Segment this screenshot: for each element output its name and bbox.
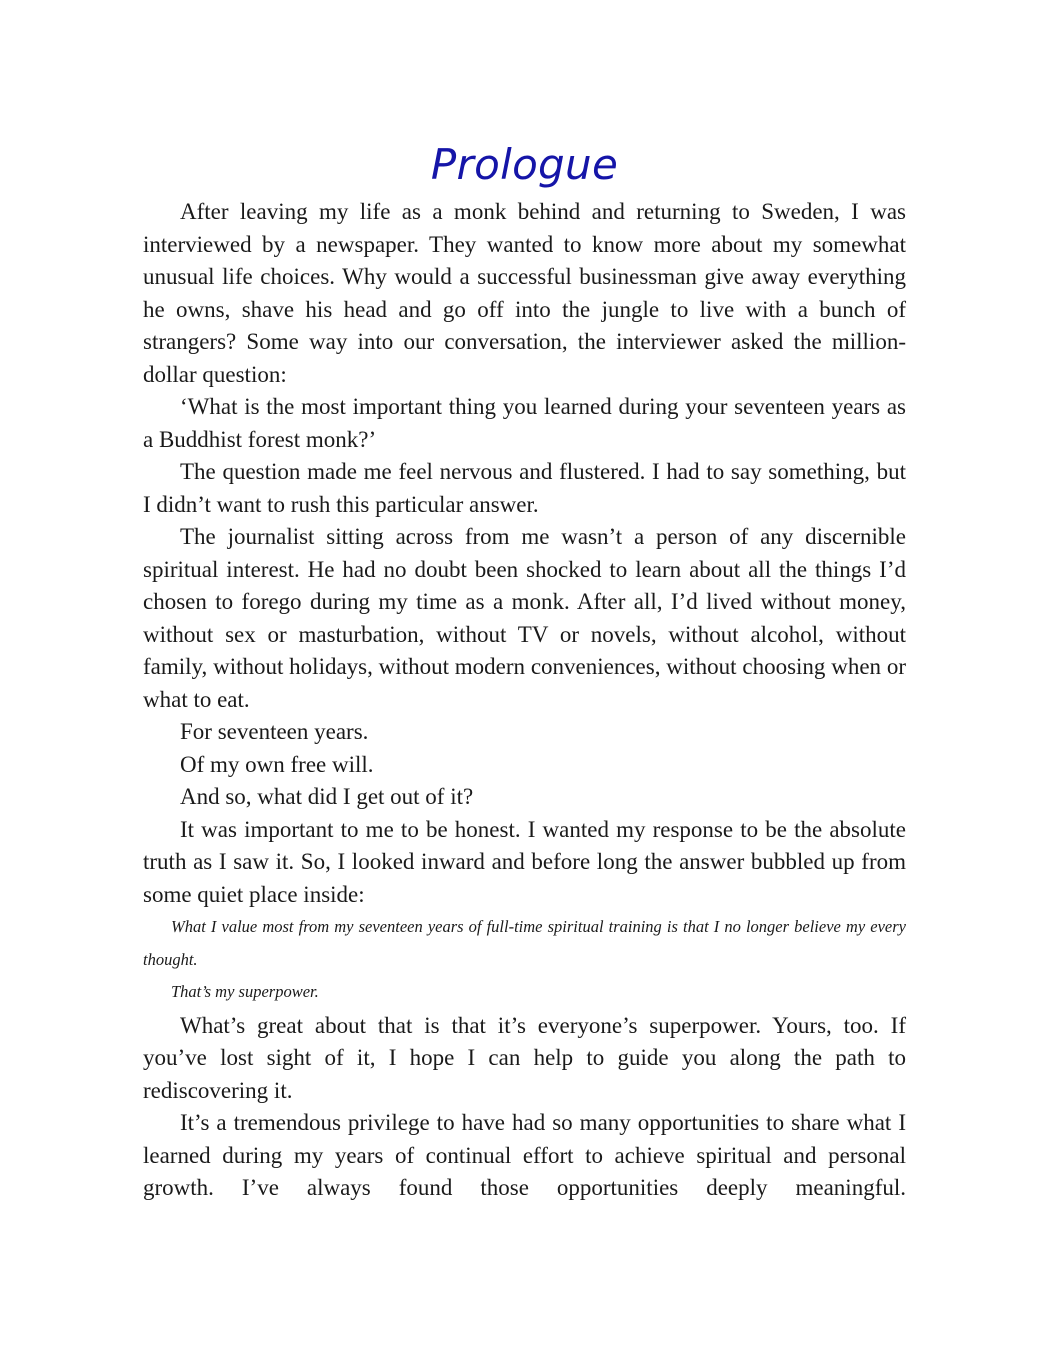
- paragraph-3: The question made me feel nervous and flustered. I had to say something, but I didn’t want to rush this particular answer.: [143, 459, 906, 517]
- paragraph-8: It was important to me to be honest. I wanted my response to be the absolute truth as I saw it. So, I looked inward and before long the answer bubbled up from some quiet place inside:: [143, 816, 906, 907]
- body-text: [143, 196, 906, 1205]
- paragraph-2: ‘What is the most important thing you learned during your seventeen years as a Buddhist forest monk?’: [143, 394, 906, 452]
- italic-quote-superpower: That’s my superpower.: [171, 982, 319, 1001]
- paragraph-1: After leaving my life as a monk behind and returning to Sweden, I was interviewed by a newspaper. They wanted to know more about my somewhat unusual life choices. Why would a successful businessman give away everything he owns, shave his head and go off into the jungle to live with a bunch of strangers? Some way into our conversation, the interviewer asked the million-dollar question:: [143, 199, 906, 387]
- paragraph-10: It’s a tremendous privilege to have had so many opportunities to share what I learned during my years of continual effort to achieve spiritual and personal growth. I’ve always found those opportunities deeply meaningful.: [143, 1110, 906, 1200]
- page-title: Prologue: [430, 140, 619, 189]
- paragraph-6: Of my own free will.: [180, 751, 374, 777]
- paragraph-7: And so, what did I get out of it?: [180, 784, 474, 809]
- paragraph-5: For seventeen years.: [180, 719, 369, 744]
- paragraph-4: The journalist sitting across from me wasn’t a person of any discernible spiritual interest. He had no doubt been shocked to learn about all the things I’d chosen to forego during my time as a monk. After all, I’d lived without money, without sex or masturbation, without TV or novels, without alcohol, without family, without holidays, without modern conveniences, without choosing when or what to eat.: [143, 524, 906, 712]
- document-page: [143, 138, 906, 1205]
- paragraph-9: What’s great about that is that it’s everyone’s superpower. Yours, too. If you’ve lost sight of it, I hope I can help to guide you along the path to rediscovering it.: [143, 1012, 906, 1103]
- italic-quote: What I value most from my seventeen years of full-time spiritual training is that I no longer believe my every thought.: [143, 917, 906, 969]
